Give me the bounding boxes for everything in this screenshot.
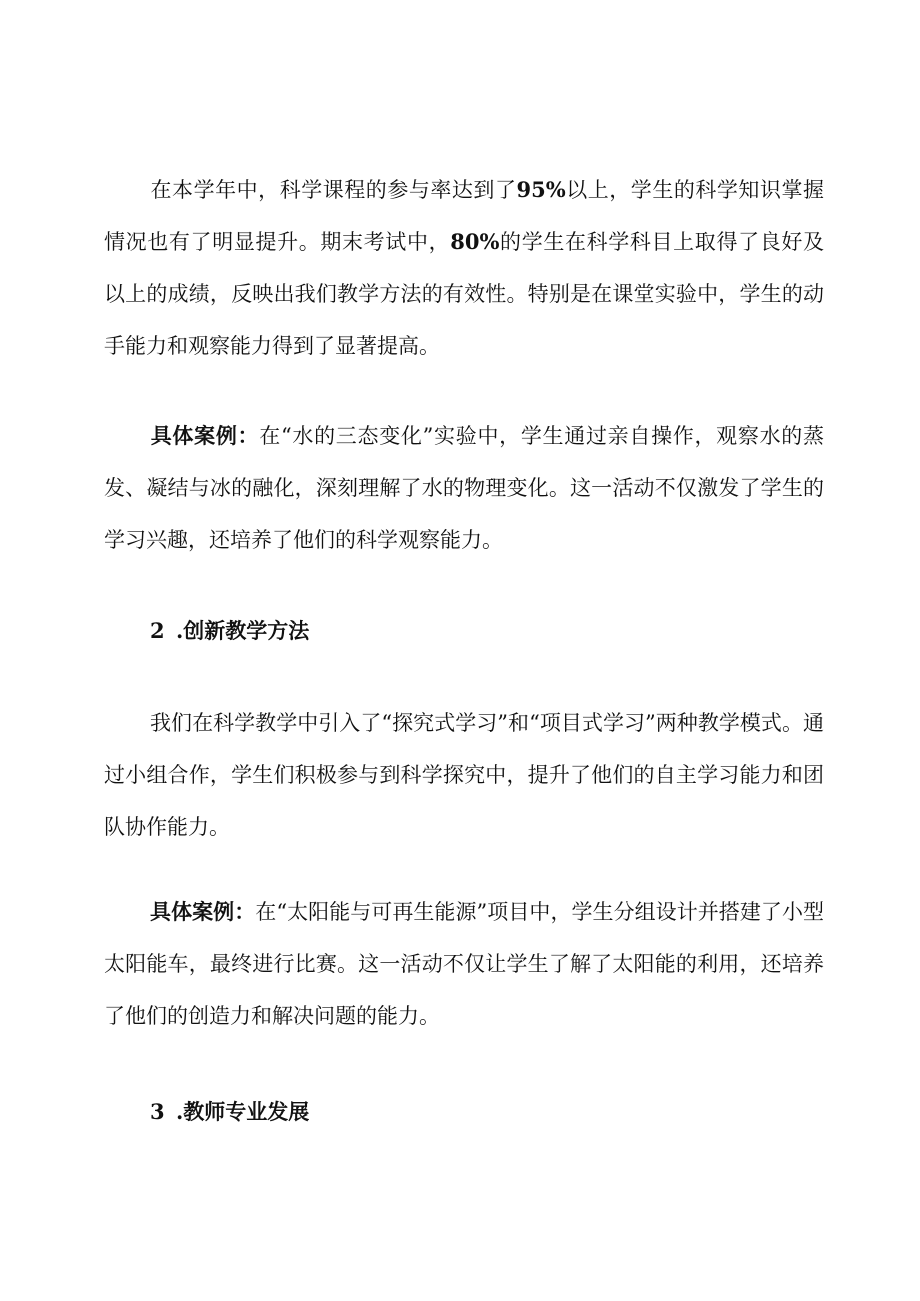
- paragraph-text: [104, 424, 824, 552]
- paragraph-text: [104, 900, 824, 1028]
- text-run: 的学生在科学科目上取得了良好及以上的成绩，反映出我们教学方法的有效性。特别是在课堂实验中，学生的动手能力和观察能力得到了显著提高。: [104, 230, 825, 358]
- text-run: 在“太阳能与可再生能源”项目中，学生分组设计并搭建了小型太阳能车，最终进行比赛。这一活动不仅让学生了解了太阳能的利用，还培养了他们的创造力和解决问题的能力。: [104, 900, 824, 1028]
- text-run: 在本学年中，科学课程的参与率达到了: [150, 178, 517, 202]
- paragraph-case-solar: [104, 886, 824, 1042]
- paragraph-participation: [104, 164, 824, 372]
- heading-number: 2: [150, 618, 165, 643]
- bold-text-run: 95%: [516, 177, 566, 202]
- paragraph-case-water: [104, 410, 824, 566]
- heading-title: .创新教学方法: [176, 618, 310, 643]
- bold-text-run: 80%: [450, 229, 500, 254]
- paragraph-teaching-methods: [104, 697, 824, 853]
- text-run: 以上，学生的科学知识掌握情况也有了明显提升。期末考试中，: [104, 178, 825, 254]
- heading-title: .教师专业发展: [176, 1099, 310, 1124]
- section-heading-3: [150, 1092, 309, 1132]
- paragraph-text: [104, 178, 824, 358]
- section-heading-2: [150, 611, 309, 651]
- bold-text-run: 具体案例：: [150, 899, 256, 924]
- text-run: 在“水的三态变化”实验中，学生通过亲自操作，观察水的蒸发、凝结与冰的融化，深刻理解了水的物理变化。这一活动不仅激发了学生的学习兴趣，还培养了他们的科学观察能力。: [104, 424, 824, 552]
- heading-number: 3: [150, 1099, 165, 1124]
- text-run: 我们在科学教学中引入了“探究式学习”和“项目式学习”两种教学模式。通过小组合作，学生们积极参与到科学探究中，提升了他们的自主学习能力和团队协作能力。: [104, 711, 824, 839]
- paragraph-text: [104, 711, 824, 839]
- bold-text-run: 具体案例：: [150, 423, 260, 448]
